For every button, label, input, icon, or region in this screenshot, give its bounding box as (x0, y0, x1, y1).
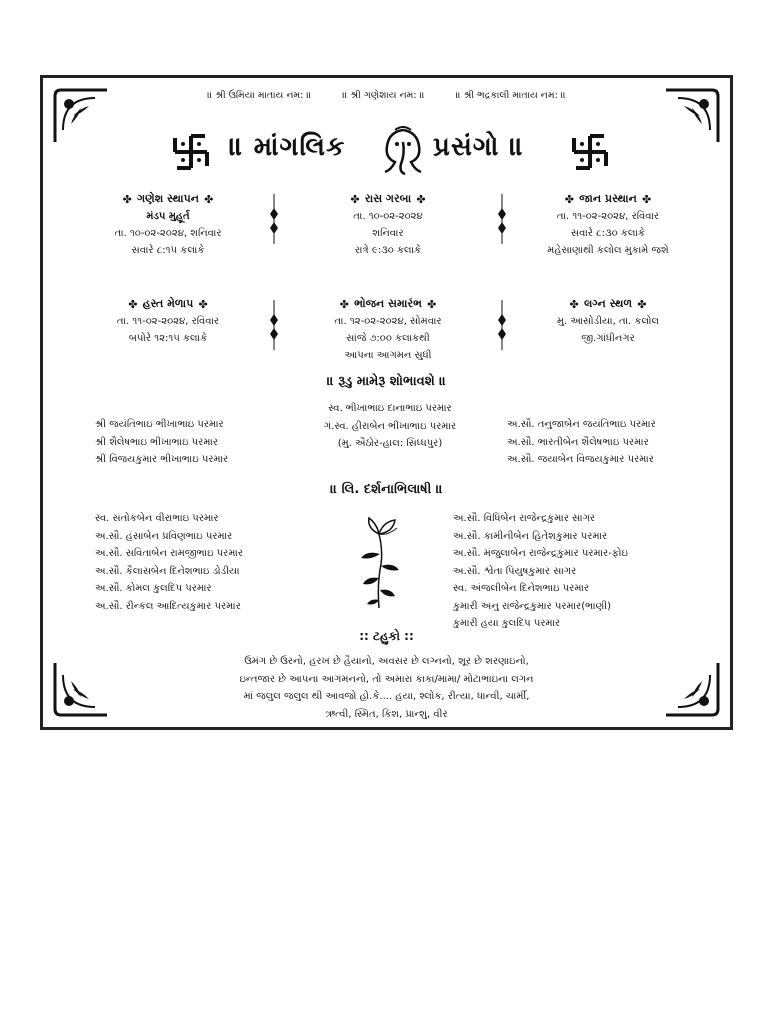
tahuko-line: ઉમંગ છે ઉરનો, હરખ છે હૈયાનો, અવસર છે લગ્નનો, શૂર છે શરણાઇનો, (244, 656, 529, 667)
vertical-divider-icon (267, 300, 281, 350)
mameru-right-list (507, 416, 656, 469)
list-item: શ્રી જયંતિભાઇ ભીખાભાઇ પરમાર (95, 419, 224, 430)
invocation-1: ॥ શ્રી ઉમિયા માતાય નમ: ॥ (207, 90, 312, 101)
event-ganesh-sthapan (63, 190, 273, 259)
event-bhojan-samarambh (283, 295, 493, 364)
event-line: મુ. આસોડીયા, તા. કલોલ (556, 316, 660, 327)
event-line: સવારે ૮:૩૦ કલાકે (571, 228, 645, 239)
event-line: તા. ૧૦-૦૨-૨૦૨૪ (353, 211, 423, 222)
flower-illustration-icon (349, 514, 409, 610)
list-item: અ.સૌ. તનુજાબેન જયંતિભાઇ પરમાર (507, 419, 656, 430)
list-item: અ.સૌ. વિધિબેન રાજેન્દ્રકુમાર સાગર (453, 513, 596, 524)
diamond-flourish-icon: ✤ (339, 298, 349, 311)
event-line: બપોરે ૧૨:૧૫ કલાકે (128, 333, 208, 344)
event-line: સવારે ૮:૧૫ કલાકે (131, 245, 205, 256)
diamond-flourish-icon: ✤ (122, 193, 132, 206)
event-heading: ✤ હસ્ત મેળાપ ✤ (128, 297, 208, 311)
title-left: ॥ માંગલિક (229, 132, 346, 162)
invitation-card (40, 75, 733, 730)
list-item: અ.સૌ. જયાબેન વિજયકુમાર પરમાર (507, 454, 654, 465)
invocation-3: ॥ શ્રી ભદ્રકાલી માતાય નમ: ॥ (455, 90, 566, 101)
event-raas-garba (283, 190, 493, 259)
diamond-flourish-icon: ✤ (427, 298, 437, 311)
swastika-icon (570, 132, 610, 172)
event-heading: ✤ જાન પ્રસ્થાન ✤ (564, 192, 652, 206)
list-item: અ.સૌ. હંસાબેન પ્રવિણભાઇ પરમાર (95, 530, 233, 542)
ganesha-icon (375, 124, 431, 180)
diamond-flourish-icon: ✤ (637, 298, 647, 311)
event-line: જી.ગાંધીનગર (581, 333, 635, 344)
diamond-flourish-icon: ✤ (564, 193, 574, 206)
tahuko-line: ઋત્વી, સ્મિત, કિશ, પ્રાન્શુ, વીર (325, 708, 448, 720)
list-item: અ.સૌ. ભારતીબેન શૈલેષભાઇ પરમાર (507, 436, 649, 448)
list-item: અ.સૌ. કૈલાસબેન દિનેશભાઇ ડોડીયા (95, 565, 240, 577)
swastika-icon (171, 132, 211, 172)
event-heading: ✤ ગણેશ સ્થાપન ✤ (122, 192, 214, 206)
diamond-flourish-icon: ✤ (128, 298, 138, 311)
diamond-flourish-icon: ✤ (416, 193, 426, 206)
diamond-flourish-icon: ✤ (642, 193, 652, 206)
vertical-divider-icon (267, 194, 281, 244)
tahuko-line: માં જલુલ જલુલ થી આવજો હો.કે.... હયા, શ્લોક, રીત્યા, ધાન્વી, ચાર્મી, (243, 691, 530, 702)
corner-ornament-icon (51, 659, 111, 719)
event-line: તા. ૧૦-૦૨-૨૦૨૪, શનિવાર (114, 228, 222, 239)
diamond-flourish-icon: ✤ (569, 298, 579, 311)
invocation-2: ॥ શ્રી ગણેશાય નમ: ॥ (342, 90, 425, 101)
list-item: કુમારી હયા કુલદિપ પરમાર (453, 618, 561, 629)
event-line: તા. ૧૧-૦૨-૨૦૨૪, રવિવાર (556, 211, 660, 222)
event-line: મંડપ મુહૂર્ત (146, 211, 190, 222)
event-line: તા. ૧૧-૦૨-૨૦૨૪, રવિવાર (116, 316, 220, 327)
list-item: અ.સૌ. સવિતાબેન રામજીભાઇ પરમાર (95, 548, 244, 559)
diamond-flourish-icon: ✤ (350, 193, 360, 206)
list-item: સ્વ. સંતોકબેન વીરાભાઇ પરમાર (95, 513, 219, 524)
event-heading: ✤ રાસ ગરબા ✤ (350, 192, 426, 206)
diamond-flourish-icon: ✤ (198, 298, 208, 311)
event-line: તા. ૧૨-૦૨-૨૦૨૪, સોમવાર (334, 316, 442, 327)
list-item: શ્રી શૈલેષભાઇ ભીખાભાઇ પરમાર (95, 436, 219, 448)
darshan-left-list (95, 510, 243, 615)
list-item: કુમારી અનુ રાજેન્દ્રકુમાર પરમાર(ભાણી) (453, 600, 612, 612)
list-item: અ.સૌ. કોમલ કુલદિપ પરમાર (95, 583, 212, 594)
list-item: (મુ. ઐઠોર-હાલ: સિધ્ધપુર) (337, 438, 443, 449)
event-heading: ✤ લગ્ન સ્થળ ✤ (569, 297, 647, 311)
invocations-line (43, 90, 730, 101)
event-lagna-sthal (503, 295, 713, 347)
list-item: અ.સૌ. રીન્કલ આદિત્યકુમાર પરમાર (95, 600, 241, 612)
list-item: ગં.સ્વ. હીરાબેન ભીખાભાઇ પરમાર (323, 420, 457, 432)
list-item: અ.સૌ. કામીનીબેન હિતેશકુમાર પરમાર (453, 530, 608, 542)
event-heading: ✤ ભોજન સમારંભ ✤ (339, 297, 437, 311)
title-right: પ્રસંગો ॥ (433, 132, 525, 162)
list-item: સ્વ. ભીખાભાઇ દાનાભાઇ પરમાર (328, 403, 452, 414)
mameru-heading: ॥ રૂડુ મામેરૂ શોભાવશે ॥ (326, 374, 447, 389)
event-line: શનિવાર (372, 228, 404, 239)
event-line: રાત્રે ૯:૩૦ કલાકે (354, 245, 422, 256)
list-item: સ્વ. અંજલીબેન દિનેશભાઇ પરમાર (453, 583, 590, 594)
corner-ornament-icon (662, 659, 722, 719)
event-line: આપના આગમન સુધી (344, 350, 432, 361)
event-line: મહેસાણાથી કલોલ મુકામે જશે (547, 245, 669, 256)
list-item: શ્રી વિજયકુમાર ભીખાભાઇ પરમાર (95, 454, 229, 465)
tahuko-heading: :: ટહુકો :: (359, 629, 414, 643)
event-hast-melap (63, 295, 273, 347)
darshan-heading: ॥ લિ. દર્શનાભિલાષી ॥ (330, 482, 443, 497)
tahuko-line: ઇન્તજાર છે આપના આગમનનો, તો અમારા કાકા/મામા/ મોટાભાઇના લગન (239, 673, 534, 685)
tahuko-text (103, 653, 670, 723)
event-jaan-prasthan (503, 190, 713, 259)
mameru-center-list (275, 400, 505, 453)
mameru-left-list (95, 416, 228, 469)
event-line: સાંજે ૭:૦૦ કલાકથી (346, 333, 430, 344)
diamond-flourish-icon: ✤ (204, 193, 214, 206)
list-item: અ.સૌ. મંજુલાબેન રાજેન્દ્રકુમાર પરમાર-ફોઇ (453, 548, 628, 559)
list-item: અ.સૌ. શ્વેતા પિયુષકુમાર સાગર (453, 565, 577, 577)
darshan-right-list (453, 510, 628, 633)
